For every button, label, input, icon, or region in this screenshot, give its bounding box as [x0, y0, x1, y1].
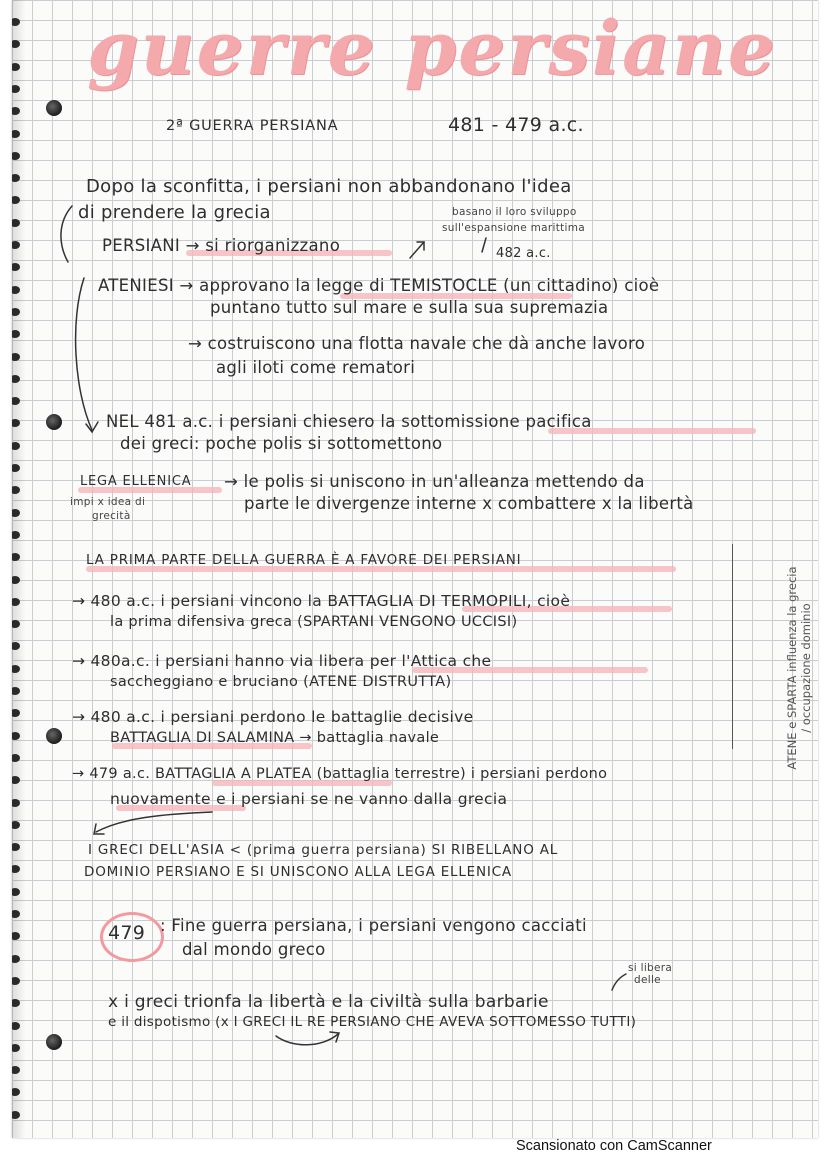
event-1-line-1: → 480 a.c. i persiani vincono la BATTAGLIA DI TERMOPILI, cioè	[72, 592, 571, 610]
nel481-line-2: dei greci: poche polis si sottomettono	[120, 434, 443, 453]
lega-note-2: grecità	[92, 510, 131, 522]
event-4-line-1: → 479 a.c. BATTAGLIA A PLATEA (battaglia terrestre) i persiani perdono	[72, 766, 608, 782]
event-1-line-2: la prima difensiva greca (SPARTANI VENGONO UCCISI)	[110, 614, 518, 630]
arrow-dispotismo	[276, 1034, 338, 1045]
fine-year: 479	[108, 922, 146, 944]
lega-text-2: parte le divergenze interne x combattere x la libertà	[244, 494, 694, 513]
heading-dates: 481 - 479 a.c.	[448, 114, 584, 136]
hand-drawn-arrows	[12, 0, 818, 1138]
conclusione-line-1: x i greci trionfa la libertà e la civiltà sulla barbarie	[108, 992, 549, 1012]
note-sviluppo-1: basano il loro sviluppo	[452, 206, 577, 218]
arrow-to-note	[410, 242, 424, 258]
event-3-line-2: BATTAGLIA DI SALAMINA → battaglia navale	[110, 730, 440, 746]
note-sviluppo-2: sull'espansione marittima	[442, 222, 586, 234]
note-libera-1: si libera	[628, 962, 673, 974]
lega-text-1: → le polis si uniscono in un'alleanza mettendo da	[224, 472, 645, 491]
ateniesi-line-2: puntano tutto sul mare e sulla sua supremazia	[210, 298, 609, 317]
notebook-page	[12, 0, 818, 1138]
fine-line-1: : Fine guerra persiana, i persiani vengono cacciati	[160, 916, 587, 935]
scanner-footer: Scansionato con CamScanner	[516, 1138, 712, 1154]
nel481-line-1: NEL 481 a.c. i persiani chiesero la sottomissione pacifica	[106, 412, 592, 431]
persiani-line: PERSIANI → si riorganizzano	[102, 236, 341, 255]
fine-line-2: dal mondo greco	[182, 940, 326, 959]
side-note-atene-sparta: ATENE e SPARTA influenza la grecia / occupazione dominio	[785, 566, 813, 770]
flotta-line-1: → costruiscono una flotta navale che dà anche lavoro	[188, 334, 646, 353]
page-title: guerre persiane	[87, 6, 777, 92]
intro-line-2: di prendere la grecia	[78, 202, 271, 223]
event-3-line-1: → 480 a.c. i persiani perdono le battaglie decisive	[72, 708, 474, 726]
arrow-curve-asia	[96, 812, 212, 832]
conclusione-line-2: e il dispotismo (x I GRECI IL RE PERSIANO CHE AVEVA SOTTOMESSO TUTTI)	[108, 1014, 637, 1030]
intro-line-1: Dopo la sconfitta, i persiani non abbandonano l'idea	[86, 176, 572, 197]
asia-line-2: DOMINIO PERSIANO E SI UNISCONO ALLA LEGA ELLENICA	[84, 864, 512, 880]
flotta-line-2: agli iloti come rematori	[216, 358, 416, 377]
event-2-line-2: saccheggiano e bruciano (ATENE DISTRUTTA)	[110, 674, 452, 690]
ateniesi-line-1: ATENIESI → approvano la legge di TEMISTOCLE (un cittadino) cioè	[98, 276, 660, 295]
section-heading: 2ª GUERRA PERSIANA	[166, 118, 339, 134]
event-2-line-1: → 480a.c. i persiani hanno via libera per l'Attica che	[72, 652, 492, 670]
prima-parte-heading: LA PRIMA PARTE DELLA GUERRA È A FAVORE DEI PERSIANI	[86, 552, 522, 568]
note-482: 482 a.c.	[496, 246, 551, 261]
arrow-down-long	[76, 278, 92, 430]
event-4-line-2: nuovamente e i persiani se ne vanno dalla grecia	[110, 790, 508, 808]
lega-label: LEGA ELLENICA	[80, 474, 192, 489]
note-libera-2: delle	[634, 974, 661, 986]
arrow-left-brace	[61, 206, 72, 262]
lega-note-1: impi x idea di	[70, 496, 146, 508]
asia-line-1: I GRECI DELL'ASIA < (prima guerra persiana) SI RIBELLANO AL	[88, 842, 559, 858]
